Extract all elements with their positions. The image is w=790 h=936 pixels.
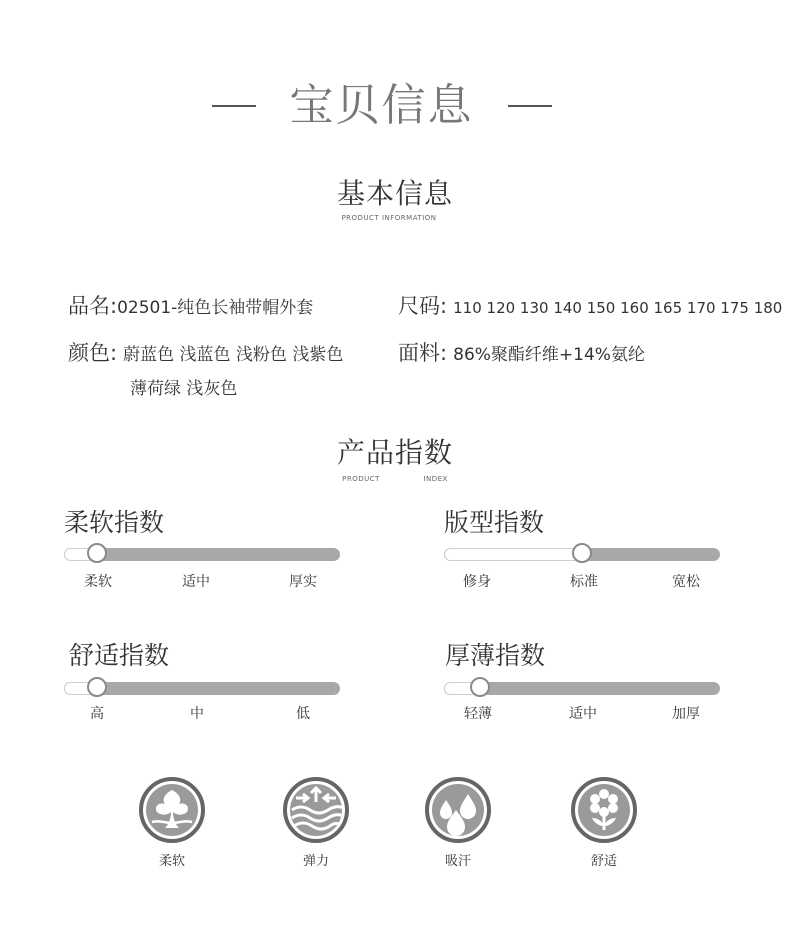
tick-fit-standard: 标准 — [570, 574, 598, 590]
soft-leaf-icon — [138, 776, 206, 844]
title-dash-right — [508, 105, 552, 107]
fabric-value: 86%聚酯纤维+14%氨纶 — [453, 345, 645, 365]
feature-comfort — [564, 776, 644, 869]
tick-thickness-thin: 轻薄 — [464, 706, 492, 722]
info-fabric-row — [398, 337, 645, 367]
info-size-row — [398, 290, 782, 320]
size-label: 尺码: — [398, 294, 448, 318]
metric-title: 舒适指数 — [69, 641, 170, 670]
slider-fit[interactable] — [444, 548, 720, 561]
info-color-row-2 — [130, 374, 237, 399]
metric-title: 厚薄指数 — [445, 641, 546, 670]
metric-softness — [64, 503, 340, 539]
metric-fit — [444, 503, 720, 539]
slider-track-light — [444, 548, 582, 561]
basic-info-heading — [0, 172, 790, 222]
metric-title: 柔软指数 — [64, 508, 165, 537]
slider-softness[interactable] — [64, 548, 340, 561]
tick-comfort-low: 低 — [296, 706, 310, 722]
metric-comfort — [69, 636, 339, 672]
tick-fit-slim: 修身 — [463, 574, 491, 590]
slider-knob[interactable] — [572, 543, 592, 563]
feature-elastic — [276, 776, 356, 869]
info-name-row — [68, 290, 313, 320]
tick-comfort-mid: 中 — [190, 706, 204, 722]
product-index-heading — [0, 431, 790, 483]
title-dash-left — [212, 105, 256, 107]
product-index-title: 产品指数 — [336, 436, 453, 469]
metric-thickness — [445, 636, 721, 672]
color-value-line2: 薄荷绿 浅灰色 — [130, 379, 238, 399]
color-value-line1: 蔚蓝色 浅蓝色 浅粉色 浅紫色 — [123, 345, 344, 365]
slider-comfort[interactable] — [64, 682, 340, 695]
feature-label-absorb: 吸汗 — [444, 854, 471, 869]
name-value: 02501-纯色长袖带帽外套 — [117, 298, 314, 318]
section-header — [0, 76, 790, 136]
tick-thickness-medium: 适中 — [569, 706, 597, 722]
basic-info-title: 基本信息 — [336, 177, 453, 210]
sweat-drop-icon — [424, 776, 492, 844]
metric-title: 版型指数 — [444, 508, 545, 537]
tick-softness-soft: 柔软 — [84, 574, 112, 590]
tick-fit-loose: 宽松 — [672, 574, 700, 590]
product-index-subtitle-1: PRODUCT — [342, 475, 380, 483]
slider-knob[interactable] — [87, 543, 107, 563]
product-index-subtitle-2: INDEX — [423, 475, 448, 483]
page-title: 宝贝信息 — [289, 80, 474, 131]
tick-comfort-high: 高 — [90, 706, 104, 722]
feature-absorb — [418, 776, 498, 869]
slider-knob[interactable] — [87, 677, 107, 697]
basic-info-subtitle: PRODUCT INFORMATION — [341, 214, 437, 222]
feature-soft — [132, 776, 212, 869]
color-label: 颜色: — [68, 341, 118, 365]
tick-thickness-thick: 加厚 — [672, 706, 700, 722]
feature-label-soft: 柔软 — [158, 854, 185, 869]
tick-softness-medium: 适中 — [182, 574, 210, 590]
tick-softness-thick: 厚实 — [289, 574, 317, 590]
slider-thickness[interactable] — [444, 682, 720, 695]
comfort-flower-icon — [570, 776, 638, 844]
size-value: 110 120 130 140 150 160 165 170 175 180 — [453, 299, 783, 317]
fabric-label: 面料: — [398, 341, 448, 365]
info-color-row — [68, 337, 343, 367]
name-label: 品名: — [68, 294, 118, 318]
slider-knob[interactable] — [470, 677, 490, 697]
feature-label-comfort: 舒适 — [590, 854, 617, 869]
elastic-wave-icon — [282, 776, 350, 844]
feature-label-elastic: 弹力 — [302, 854, 329, 869]
